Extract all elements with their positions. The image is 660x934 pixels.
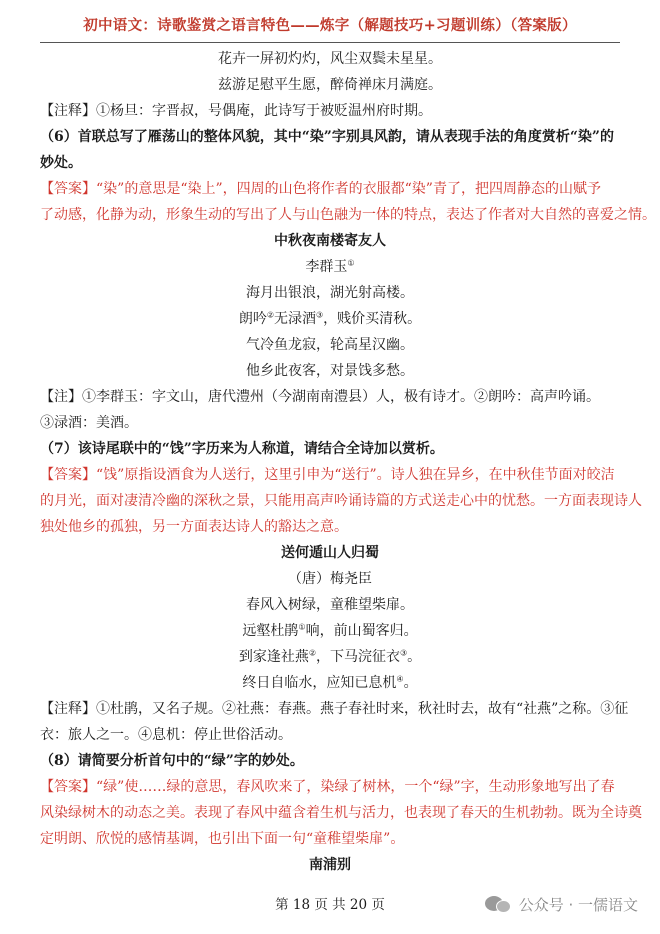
- poem-title: 送何遁山人归蜀: [281, 545, 379, 561]
- poem-line: 到家逢社燕②，下马浣征衣③。: [238, 648, 422, 665]
- watermark: [485, 893, 638, 915]
- answer-7-cont: 的月光，面对凄清冷幽的深秋之景，只能用高声吟诵诗篇的方式送走心中的忧愁。一方面表现诗人: [40, 493, 642, 509]
- annotation-cont: ③渌酒：美酒。: [40, 415, 138, 431]
- question-8: （8）请简要分析首句中的“绿”字的妙处。: [40, 753, 304, 769]
- poem-title: 南浦别: [309, 857, 351, 873]
- poem-line: 终日自临水，应知已息机④。: [242, 674, 418, 691]
- answer-8-cont: 风染绿树木的动态之美。表现了春风中蕴含着生机与活力，也表现了春天的生机勃勃。既为全诗奠: [40, 805, 642, 821]
- annotation-cont: 衣：旅人之一。④息机：停止世俗活动。: [40, 727, 292, 743]
- page-content: [40, 46, 656, 878]
- answer-6-cont: 了动感，化静为动，形象生动的写出了人与山色融为一体的特点，表达了作者对大自然的喜爱之情。: [40, 207, 656, 223]
- poem-title: 中秋夜南楼寄友人: [274, 233, 386, 249]
- question-6-cont: 妙处。: [40, 155, 82, 171]
- question-6: （6）首联总写了雁荡山的整体风貌，其中“染”字别具风韵，请从表现手法的角度赏析“染”的: [40, 129, 614, 145]
- poem-line: 花卉一屏初灼灼，风尘双鬓未星星。: [218, 51, 442, 67]
- annotation: 【注】①李群玉：字文山，唐代澧州（今湖南南澧县）人，极有诗才。②朗吟：高声吟诵。: [40, 389, 600, 405]
- answer-8-cont: 定明朗、欣悦的感情基调，也引出下面一句“童稚望柴扉”。: [40, 831, 405, 847]
- poem-line: 兹游足慰平生愿，醉倚禅床月满庭。: [218, 77, 442, 93]
- answer-7-cont: 独处他乡的孤独，另一方面表达诗人的豁达之意。: [40, 519, 348, 535]
- answer-8: 【答案】“绿”使……绿的意思，春风吹来了，染绿了树林，一个“绿”字，生动形象地写出了春: [40, 779, 615, 795]
- answer-7: 【答案】“饯”原指设酒食为人送行，这里引申为“送行”。诗人独在异乡，在中秋佳节面对皎洁: [40, 467, 615, 483]
- poem-line: 远壑杜鹃①响，前山蜀客归。: [242, 622, 418, 639]
- watermark-text: 公众号 · 一儒语文: [518, 895, 638, 914]
- header-divider: [40, 42, 620, 43]
- poem-author: （唐）梅尧臣: [288, 571, 372, 587]
- page-number: 第 18 页 共 20 页: [275, 897, 385, 913]
- wechat-icon: [485, 893, 513, 915]
- question-7: （7）该诗尾联中的“饯”字历来为人称道，请结合全诗加以赏析。: [40, 441, 444, 457]
- page-header: 初中语文：诗歌鉴赏之语言特色——炼字（解题技巧+习题训练）（答案版）: [83, 17, 577, 34]
- annotation: 【注释】①杜鹃，又名子规。②社燕：春燕。燕子春社时来，秋社时去，故有“社燕”之称。③征: [40, 701, 629, 717]
- poem-line: 气冷鱼龙寂，轮高星汉幽。: [246, 337, 414, 353]
- poem-author: 李群玉①: [305, 258, 355, 275]
- annotation: 【注释】①杨旦：字晋叔，号偶庵，此诗写于被贬温州府时期。: [40, 103, 432, 119]
- poem-line: 春风入树绿，童稚望柴扉。: [246, 597, 414, 613]
- answer-6: 【答案】“染”的意思是“染上”，四周的山色将作者的衣服都“染”青了，把四周静态的山赋予: [40, 181, 601, 197]
- poem-line: 他乡此夜客，对景饯多愁。: [246, 363, 414, 379]
- poem-line: 海月出银浪，湖光射高楼。: [246, 285, 414, 301]
- poem-line: 朗吟②无渌酒③，贱价买清秋。: [238, 310, 422, 327]
